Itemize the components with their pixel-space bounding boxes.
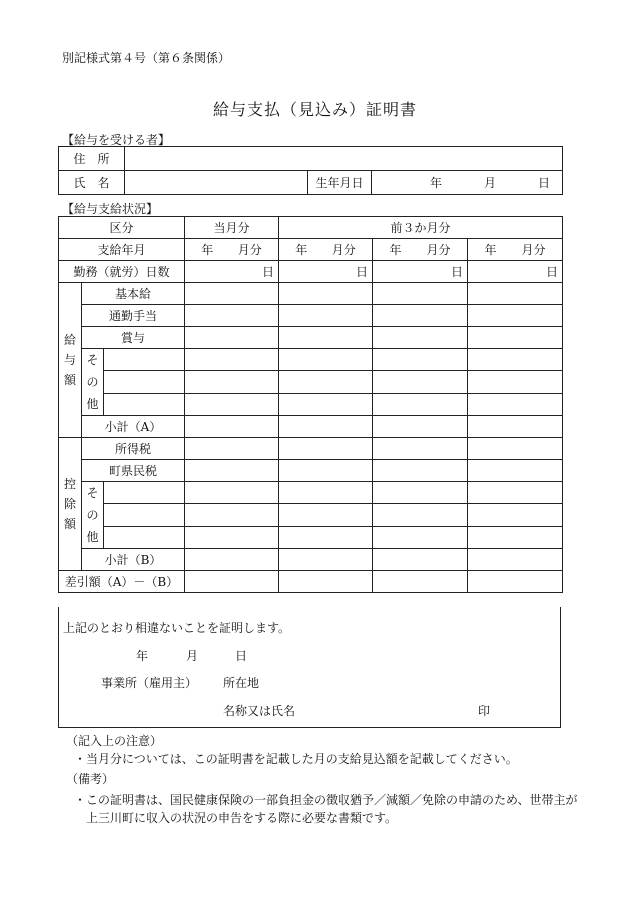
deduction-group-char: 額 [63, 517, 76, 531]
other-item-name[interactable] [104, 504, 185, 526]
amount-cell[interactable] [468, 416, 563, 438]
salary-group-label [59, 283, 82, 438]
amount-cell[interactable] [279, 549, 373, 571]
amount-cell[interactable] [468, 549, 563, 571]
amount-cell[interactable] [185, 371, 279, 393]
difference-label: 差引額（A）－（B） [59, 571, 185, 593]
amount-cell[interactable] [185, 504, 279, 526]
amount-cell[interactable] [373, 393, 468, 415]
amount-cell[interactable] [468, 393, 563, 415]
pay-year-month-prev-3[interactable] [468, 239, 563, 261]
basic-salary-label: 基本給 [82, 283, 185, 305]
amount-cell[interactable] [373, 327, 468, 349]
amount-cell[interactable] [468, 371, 563, 393]
amount-cell[interactable] [279, 283, 373, 305]
pay-year-month-label: 支給年月 [59, 239, 185, 261]
other-char: の [86, 375, 99, 389]
amount-cell[interactable] [373, 371, 468, 393]
amount-cell[interactable] [373, 526, 468, 548]
remarks-item-line1: ・この証明書は、国民健康保険の一部負担金の徴収猶予／減額／免除の申請のため、世帯主が [74, 793, 578, 807]
dob-day-unit: 日 [538, 175, 551, 190]
dob-field[interactable] [372, 171, 563, 195]
amount-cell[interactable] [373, 416, 468, 438]
amount-cell[interactable] [185, 438, 279, 460]
name-label: 氏 名 [59, 171, 125, 195]
amount-cell[interactable] [373, 571, 468, 593]
work-days-prev-3[interactable]: 日 [468, 261, 563, 283]
amount-cell[interactable] [185, 460, 279, 482]
other-item-name[interactable] [104, 349, 185, 371]
other-char: 他 [86, 530, 99, 544]
other-char: そ [86, 353, 99, 367]
entry-notes-item: ・当月分については、この証明書を記載した月の支給見込額を記載してください。 [74, 752, 518, 766]
amount-cell[interactable] [185, 416, 279, 438]
employer-label: 事業所（雇用主） [101, 676, 198, 690]
form-reference: 別記様式第４号（第６条関係） [62, 51, 231, 65]
amount-cell[interactable] [468, 460, 563, 482]
recipient-table [58, 146, 563, 195]
month-unit: 月分 [331, 242, 356, 257]
current-month-header: 当月分 [185, 217, 279, 239]
amount-cell[interactable] [185, 349, 279, 371]
amount-cell[interactable] [468, 438, 563, 460]
payment-table [58, 216, 563, 593]
amount-cell[interactable] [185, 549, 279, 571]
amount-cell[interactable] [185, 482, 279, 504]
location-label: 所在地 [223, 676, 260, 690]
amount-cell[interactable] [279, 504, 373, 526]
seal-mark: 印 [478, 704, 491, 718]
pay-year-month-prev-2[interactable] [373, 239, 468, 261]
recipient-section-label: 【給与を受ける者】 [62, 133, 171, 147]
other-item-name[interactable] [104, 371, 185, 393]
amount-cell[interactable] [468, 482, 563, 504]
year-unit: 年 [201, 242, 214, 257]
amount-cell[interactable] [185, 526, 279, 548]
address-label: 住 所 [59, 147, 125, 171]
amount-cell[interactable] [468, 571, 563, 593]
category-header: 区分 [59, 217, 185, 239]
other-item-name[interactable] [104, 482, 185, 504]
amount-cell[interactable] [468, 349, 563, 371]
remarks-item-line2: 上三川町に収入の状況の申告をする際に必要な書類です。 [86, 811, 398, 825]
salary-other-label [82, 349, 104, 416]
deduction-group-label [59, 438, 82, 571]
year-unit: 年 [295, 242, 308, 257]
amount-cell[interactable] [279, 349, 373, 371]
previous-months-header: 前３か月分 [279, 217, 563, 239]
address-field[interactable] [125, 147, 563, 171]
amount-cell[interactable] [373, 283, 468, 305]
amount-cell[interactable] [185, 305, 279, 327]
amount-cell[interactable] [279, 482, 373, 504]
other-item-name[interactable] [104, 526, 185, 548]
cert-day-unit[interactable]: 日 [235, 649, 248, 663]
subtotal-b-label: 小計（B） [82, 549, 185, 571]
amount-cell[interactable] [185, 283, 279, 305]
amount-cell[interactable] [185, 327, 279, 349]
year-unit: 年 [484, 242, 497, 257]
resident-tax-label: 町県民税 [82, 460, 185, 482]
entry-notes-heading: （記入上の注意） [66, 734, 163, 748]
remarks-heading: （備考） [66, 772, 115, 786]
pay-year-month-prev-1[interactable] [279, 239, 373, 261]
amount-cell[interactable] [373, 305, 468, 327]
certification-box [58, 607, 561, 728]
commuting-allowance-label: 通勤手当 [82, 305, 185, 327]
amount-cell[interactable] [468, 526, 563, 548]
deduction-other-label [82, 482, 104, 549]
work-days-prev-1[interactable]: 日 [279, 261, 373, 283]
year-unit: 年 [389, 242, 402, 257]
employer-name-label: 名称又は氏名 [223, 704, 296, 718]
amount-cell[interactable] [279, 460, 373, 482]
bonus-label: 賞与 [82, 327, 185, 349]
amount-cell[interactable] [279, 526, 373, 548]
deduction-group-char: 控 [63, 477, 76, 491]
other-item-name[interactable] [104, 393, 185, 415]
month-unit: 月分 [237, 242, 262, 257]
amount-cell[interactable] [185, 393, 279, 415]
deduction-group-char: 除 [63, 497, 76, 511]
other-char: そ [86, 486, 99, 500]
month-unit: 月分 [426, 242, 451, 257]
work-days-label: 勤務（就労）日数 [59, 261, 185, 283]
dob-label: 生年月日 [308, 171, 372, 195]
cert-year-unit[interactable]: 年 [136, 649, 149, 663]
salary-group-char: 給 [63, 333, 76, 347]
month-unit: 月分 [521, 242, 546, 257]
document-title: 給与支払（見込み）証明書 [212, 100, 417, 119]
amount-cell[interactable] [373, 504, 468, 526]
amount-cell[interactable] [373, 349, 468, 371]
amount-cell[interactable] [279, 305, 373, 327]
cert-month-unit[interactable]: 月 [186, 649, 199, 663]
name-field[interactable] [125, 171, 308, 195]
amount-cell[interactable] [279, 371, 373, 393]
amount-cell[interactable] [468, 504, 563, 526]
amount-cell[interactable] [279, 327, 373, 349]
other-char: の [86, 508, 99, 522]
subtotal-a-label: 小計（A） [82, 416, 185, 438]
certification-statement: 上記のとおり相違ないことを証明します。 [63, 621, 291, 635]
amount-cell[interactable] [468, 305, 563, 327]
salary-group-char: 額 [63, 373, 76, 387]
amount-cell[interactable] [373, 549, 468, 571]
amount-cell[interactable] [468, 283, 563, 305]
payment-section-label: 【給与支給状況】 [62, 202, 159, 216]
salary-group-char: 与 [63, 353, 76, 367]
amount-cell[interactable] [279, 393, 373, 415]
amount-cell[interactable] [373, 482, 468, 504]
income-tax-label: 所得税 [82, 438, 185, 460]
dob-month-unit: 月 [483, 175, 496, 190]
work-days-prev-2[interactable]: 日 [373, 261, 468, 283]
amount-cell[interactable] [279, 438, 373, 460]
amount-cell[interactable] [373, 438, 468, 460]
work-days-current[interactable]: 日 [185, 261, 279, 283]
amount-cell[interactable] [373, 460, 468, 482]
pay-year-month-current[interactable] [185, 239, 279, 261]
amount-cell[interactable] [279, 416, 373, 438]
amount-cell[interactable] [185, 571, 279, 593]
other-char: 他 [86, 397, 99, 411]
amount-cell[interactable] [468, 327, 563, 349]
amount-cell[interactable] [279, 571, 373, 593]
dob-year-unit: 年 [429, 175, 442, 190]
